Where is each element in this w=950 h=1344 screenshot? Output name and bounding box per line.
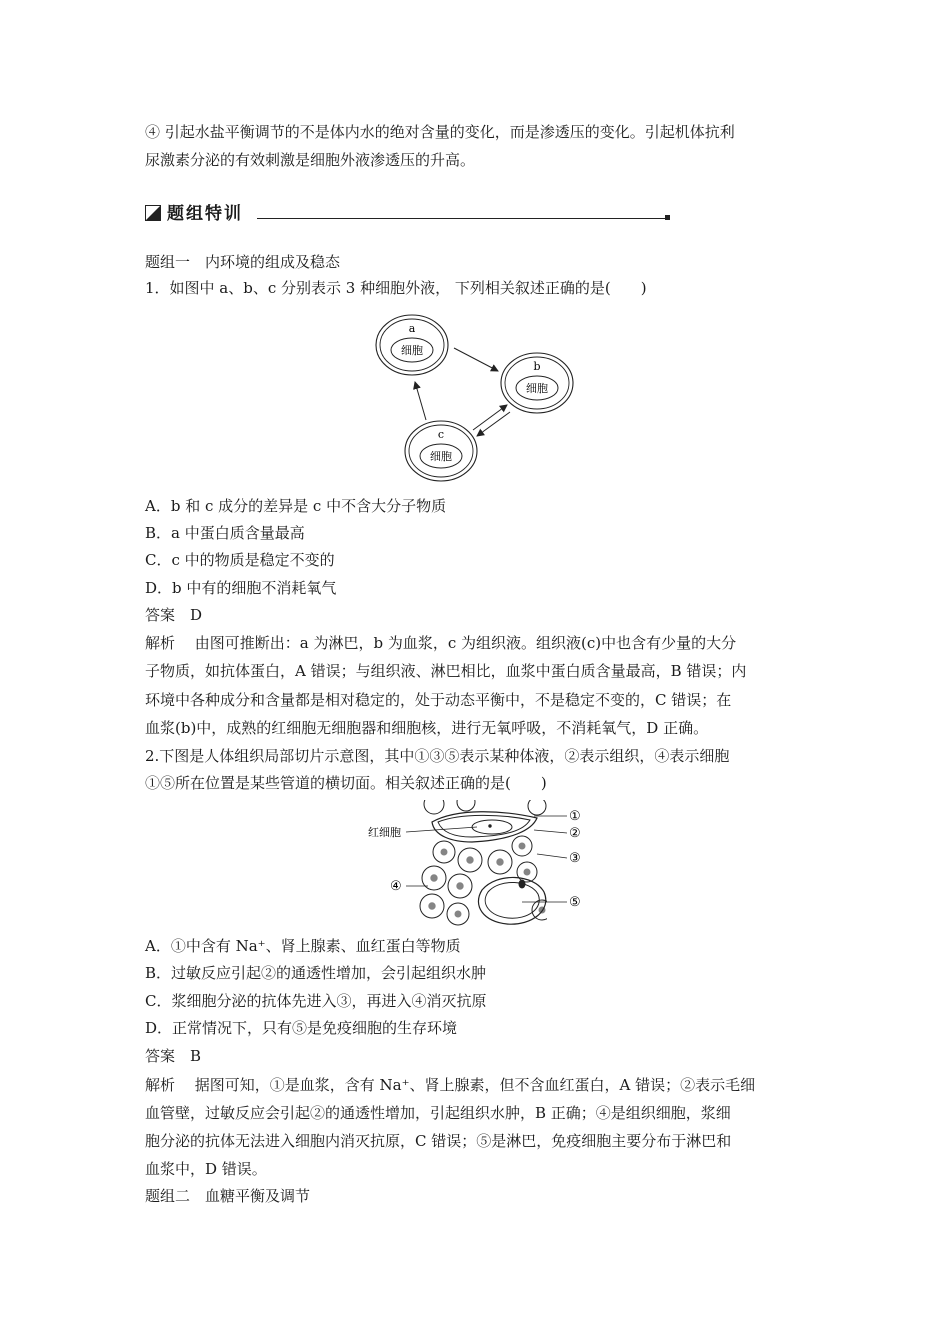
cell-c-label: 细胞 [430,450,452,463]
group2-title: 题组二 血糖平衡及调节 [145,1187,311,1205]
q1-analysis-1: 解析 由图可推断出：a 为淋巴，b 为血浆，c 为组织液。组织液(c)中也含有少量的大分 [145,634,737,652]
section-rule-end [665,215,670,220]
marker-5: ⑤ [569,895,581,910]
section-rule [257,218,667,219]
q1-analysis-2: 子物质，如抗体蛋白，A 错误；与组织液、淋巴相比，血浆中蛋白质含量最高，B 错误；内 [145,662,747,680]
q2-option-d: D．正常情况下，只有⑤是免疫细胞的生存环境 [145,1019,458,1037]
marker-2: ② [569,826,581,841]
q1-analysis-3: 环境中各种成分和含量都是相对稳定的，处于动态平衡中，不是稳定不变的，C 错误；在 [145,691,732,709]
q1-option-a: A．b 和 c 成分的差异是 c 中不含大分子物质 [145,497,447,515]
q1-diagram [370,308,580,486]
cell-b-label: 细胞 [526,382,548,395]
q2-tissue-diagram [362,800,592,930]
intro-line-2: 尿激素分泌的有效刺激是细胞外液渗透压的升高。 [145,151,476,169]
compartment-b [501,353,573,413]
compartment-c [405,421,477,481]
q2-stem-2: ①⑤所在位置是某些管道的横切面。相关叙述正确的是( ) [145,774,547,792]
arrow-c-to-a [415,382,426,420]
compartment-a [376,315,448,375]
section-header [145,198,810,228]
marker-4: ④ [390,879,402,894]
q1-stem: 1．如图中 a、b、c 分别表示 3 种细胞外液， 下列相关叙述正确的是( ) [145,279,647,297]
marker-3: ③ [569,851,581,866]
q2-analysis-2: 血管壁，过敏反应会引起②的通透性增加，引起组织水肿，B 正确；④是组织细胞，浆细 [145,1104,731,1122]
q2-option-c: C．浆细胞分泌的抗体先进入③，再进入④消灭抗原 [145,992,487,1010]
section-marker-icon [145,205,161,221]
q2-analysis-4: 血浆中，D 错误。 [145,1160,267,1178]
q2-answer: 答案 B [145,1047,202,1065]
intro-line-1: ④ 引起水盐平衡调节的不是体内水的绝对含量的变化，而是渗透压的变化。引起机体抗利 [145,123,735,141]
arrow-a-to-b [454,348,498,371]
q2-option-a: A．①中含有 Na⁺、肾上腺素、血红蛋白等物质 [145,937,461,955]
rbc-label: 红细胞 [368,826,401,839]
q1-analysis-4: 血浆(b)中，成熟的红细胞无细胞器和细胞核，进行无氧呼吸，不消耗氧气，D 正确。 [145,719,709,737]
q1-answer: 答案 D [145,606,203,624]
q2-analysis-3: 胞分泌的抗体无法进入细胞内消灭抗原，C 错误；⑤是淋巴，免疫细胞主要分布于淋巴和 [145,1132,732,1150]
label-b: b [533,360,541,373]
label-a: a [408,322,416,335]
q1-option-c: C．c 中的物质是稳定不变的 [145,551,335,569]
q2-option-b: B．过敏反应引起②的通透性增加，会引起组织水肿 [145,964,487,982]
group1-title: 题组一 内环境的组成及稳态 [145,253,341,271]
cell-a-label: 细胞 [401,344,423,357]
marker-1: ① [569,809,581,824]
q1-option-b: B．a 中蛋白质含量最高 [145,524,305,542]
section-title: 题组特训 [167,204,243,224]
q2-stem-1: 2.下图是人体组织局部切片示意图，其中①③⑤表示某种体液，②表示组织，④表示细胞 [145,747,730,765]
q1-option-d: D．b 中有的细胞不消耗氧气 [145,579,337,597]
q2-analysis-1: 解析 据图可知，①是血浆，含有 Na⁺、肾上腺素，但不含血红蛋白，A 错误；②表示毛细 [145,1076,756,1094]
label-c: c [437,428,445,441]
